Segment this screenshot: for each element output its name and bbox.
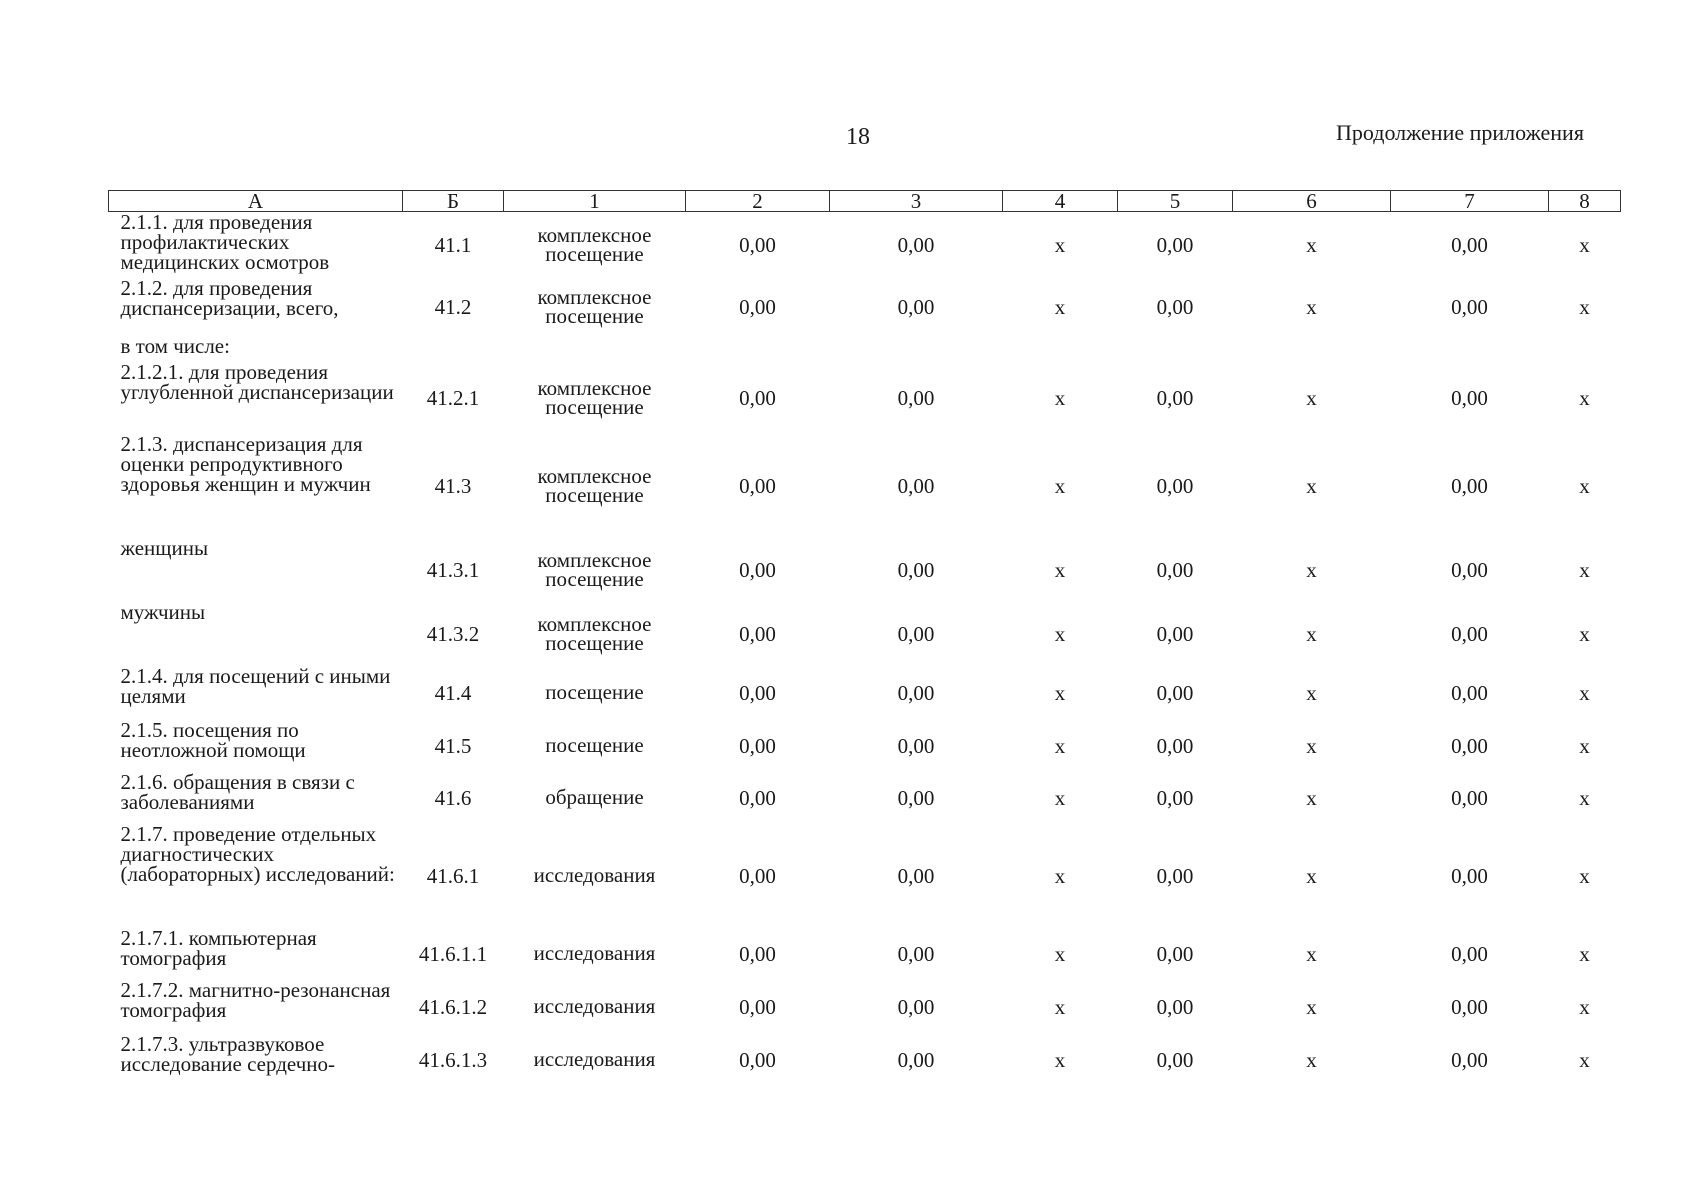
row-value: 0,00 [1451,941,1488,966]
row-value: 0,00 [1451,385,1488,410]
row-value: 0,00 [1156,733,1194,758]
row-code: 41.6 [434,785,472,810]
row-description: женщины [120,535,209,560]
row-value: х [1054,994,1066,1019]
row-value: 0,00 [739,785,776,810]
table-row [109,336,1621,362]
row-value: х [1306,294,1317,319]
row-value: х [1306,473,1317,498]
row-value: 0,00 [1156,785,1194,810]
row-unit: посещение [545,680,644,704]
row-unit: исследования [533,863,656,887]
table-row [109,928,1621,980]
row-value: 0,00 [897,733,935,758]
row-value: 0,00 [897,385,935,410]
row-description: 2.1.2. для проведения диспансеризации, всего, [120,275,339,320]
row-value: х [1579,1047,1590,1072]
row-value: 0,00 [739,1047,776,1072]
row-value: 0,00 [1156,621,1194,646]
row-value: 0,00 [1451,733,1488,758]
table-row [109,212,1621,278]
table-row [109,824,1621,928]
row-value: х [1306,232,1317,257]
row-value: 0,00 [739,621,776,646]
row-value: 0,00 [1156,232,1194,257]
row-value: 0,00 [739,232,776,257]
row-value: х [1306,863,1317,888]
row-description: 2.1.2.1. для проведения углубленной диспансеризации [120,359,394,404]
column-header: 3 [830,191,1003,212]
row-unit: исследования [533,994,656,1018]
row-value: 0,00 [1156,1047,1194,1072]
row-value: 0,00 [1451,680,1488,705]
table-header-row [109,191,1621,212]
column-header: А [109,191,403,212]
row-subheading: в том числе: [120,333,230,358]
row-value: х [1579,385,1590,410]
row-value: х [1306,621,1317,646]
row-value: 0,00 [739,557,776,582]
row-unit: посещение [545,733,644,757]
row-value: х [1579,941,1590,966]
row-value: х [1579,863,1590,888]
row-value: 0,00 [1451,473,1488,498]
row-code: 41.6.1.1 [418,941,488,966]
row-value: 0,00 [1156,385,1194,410]
row-value: х [1306,680,1317,705]
row-code: 41.3.2 [426,621,480,646]
row-value: х [1054,1047,1066,1072]
row-value: 0,00 [739,941,776,966]
row-value: 0,00 [1156,941,1194,966]
table-row [109,602,1621,666]
row-value: х [1579,733,1590,758]
row-value: 0,00 [897,941,935,966]
row-value: 0,00 [1156,557,1194,582]
column-header: 8 [1549,191,1621,212]
row-value: 0,00 [897,994,935,1019]
table-row [109,538,1621,602]
continuation-caption: Продолжение приложения [1336,120,1584,145]
row-value: х [1579,232,1590,257]
table-row [109,434,1621,538]
row-description: 2.1.1. для проведения профилактических медицинских осмотров [120,210,330,274]
row-value: 0,00 [897,1047,935,1072]
row-value: 0,00 [1156,863,1194,888]
table-row [109,278,1621,336]
row-description: 2.1.4. для посещений с иными целями [120,663,391,708]
row-code: 41.2.1 [426,385,480,410]
page-number: 18 [846,124,870,150]
row-value: х [1579,680,1590,705]
table-row [109,720,1621,772]
row-unit: комплексное посещение [537,611,652,655]
row-value: 0,00 [1451,863,1488,888]
row-unit: обращение [545,785,644,809]
row-value: х [1306,733,1317,758]
row-value: 0,00 [739,680,776,705]
row-code: 41.1 [434,232,472,257]
row-value: х [1054,863,1066,888]
row-description: 2.1.3. диспансеризация для оценки репродуктивного здоровья женщин и мужчин [120,431,371,496]
row-value: 0,00 [1451,621,1488,646]
row-unit: исследования [533,941,656,965]
row-value: 0,00 [1451,994,1488,1019]
row-value: 0,00 [1451,557,1488,582]
row-value: х [1579,621,1590,646]
row-value: х [1054,473,1066,498]
table-row [109,362,1621,434]
row-value: 0,00 [1156,680,1194,705]
row-value: 0,00 [1451,232,1488,257]
row-value: х [1306,994,1317,1019]
row-value: 0,00 [739,385,776,410]
row-value: 0,00 [897,785,935,810]
row-code: 41.6.1.2 [418,994,488,1019]
row-description: мужчины [120,599,206,624]
row-value: х [1579,785,1590,810]
row-value: 0,00 [897,232,935,257]
column-header: 7 [1391,191,1549,212]
row-value: х [1054,557,1066,582]
column-header: 4 [1003,191,1118,212]
row-value: х [1306,1047,1317,1072]
row-description: 2.1.6. обращения в связи с заболеваниями [120,769,355,814]
row-description: 2.1.7.3. ультразвуковое исследование сердечно- [120,1031,335,1076]
row-unit: комплексное посещение [537,463,652,507]
row-value: 0,00 [897,294,935,319]
row-value: х [1054,621,1066,646]
table-row [109,1034,1621,1086]
row-value: 0,00 [1156,473,1194,498]
row-unit: комплексное посещение [537,547,652,591]
row-value: 0,00 [1451,785,1488,810]
row-value: 0,00 [739,994,776,1019]
column-header: Б [403,191,504,212]
row-value: х [1579,557,1590,582]
row-value: 0,00 [897,863,935,888]
row-value: 0,00 [897,680,935,705]
column-header: 1 [504,191,686,212]
row-code: 41.3.1 [426,557,480,582]
row-value: х [1306,785,1317,810]
row-value: х [1054,733,1066,758]
row-unit: комплексное посещение [537,284,652,328]
row-value: 0,00 [1156,294,1194,319]
row-value: 0,00 [897,557,935,582]
row-description: 2.1.7.2. магнитно-резонансная томография [120,977,391,1022]
row-description: 2.1.5. посещения по неотложной помощи [120,717,306,762]
row-value: 0,00 [739,294,776,319]
row-value: 0,00 [1156,994,1194,1019]
row-value: х [1306,941,1317,966]
column-header: 6 [1233,191,1391,212]
row-value: х [1579,294,1590,319]
row-description: 2.1.7.1. компьютерная томография [120,925,317,970]
column-header: 2 [686,191,830,212]
row-value: 0,00 [739,733,776,758]
row-value: 0,00 [897,621,935,646]
row-code: 41.3 [434,473,472,498]
row-value: 0,00 [739,473,776,498]
row-value: 0,00 [739,863,776,888]
row-value: х [1579,473,1590,498]
row-value: х [1306,385,1317,410]
row-code: 41.5 [434,733,472,758]
row-unit: исследования [533,1047,656,1071]
row-code: 41.4 [434,680,472,705]
table-row [109,980,1621,1034]
row-description: 2.1.7. проведение отдельных диагностических (лабораторных) исследований: [120,821,395,886]
row-unit: комплексное посещение [537,375,652,419]
row-unit: комплексное посещение [537,222,652,266]
row-value: 0,00 [897,473,935,498]
row-value: х [1054,385,1066,410]
row-value: х [1579,994,1590,1019]
row-value: 0,00 [1451,294,1488,319]
table-row [109,666,1621,720]
row-value: х [1306,557,1317,582]
row-code: 41.2 [434,294,472,319]
row-value: х [1054,232,1066,257]
row-value: х [1054,294,1066,319]
row-value: х [1054,680,1066,705]
row-value: х [1054,785,1066,810]
appendix-table [108,190,1621,1086]
row-code: 41.6.1 [426,863,480,888]
table-row [109,772,1621,824]
row-code: 41.6.1.3 [418,1047,488,1072]
row-value: 0,00 [1451,1047,1488,1072]
row-value: х [1054,941,1066,966]
column-header: 5 [1118,191,1233,212]
